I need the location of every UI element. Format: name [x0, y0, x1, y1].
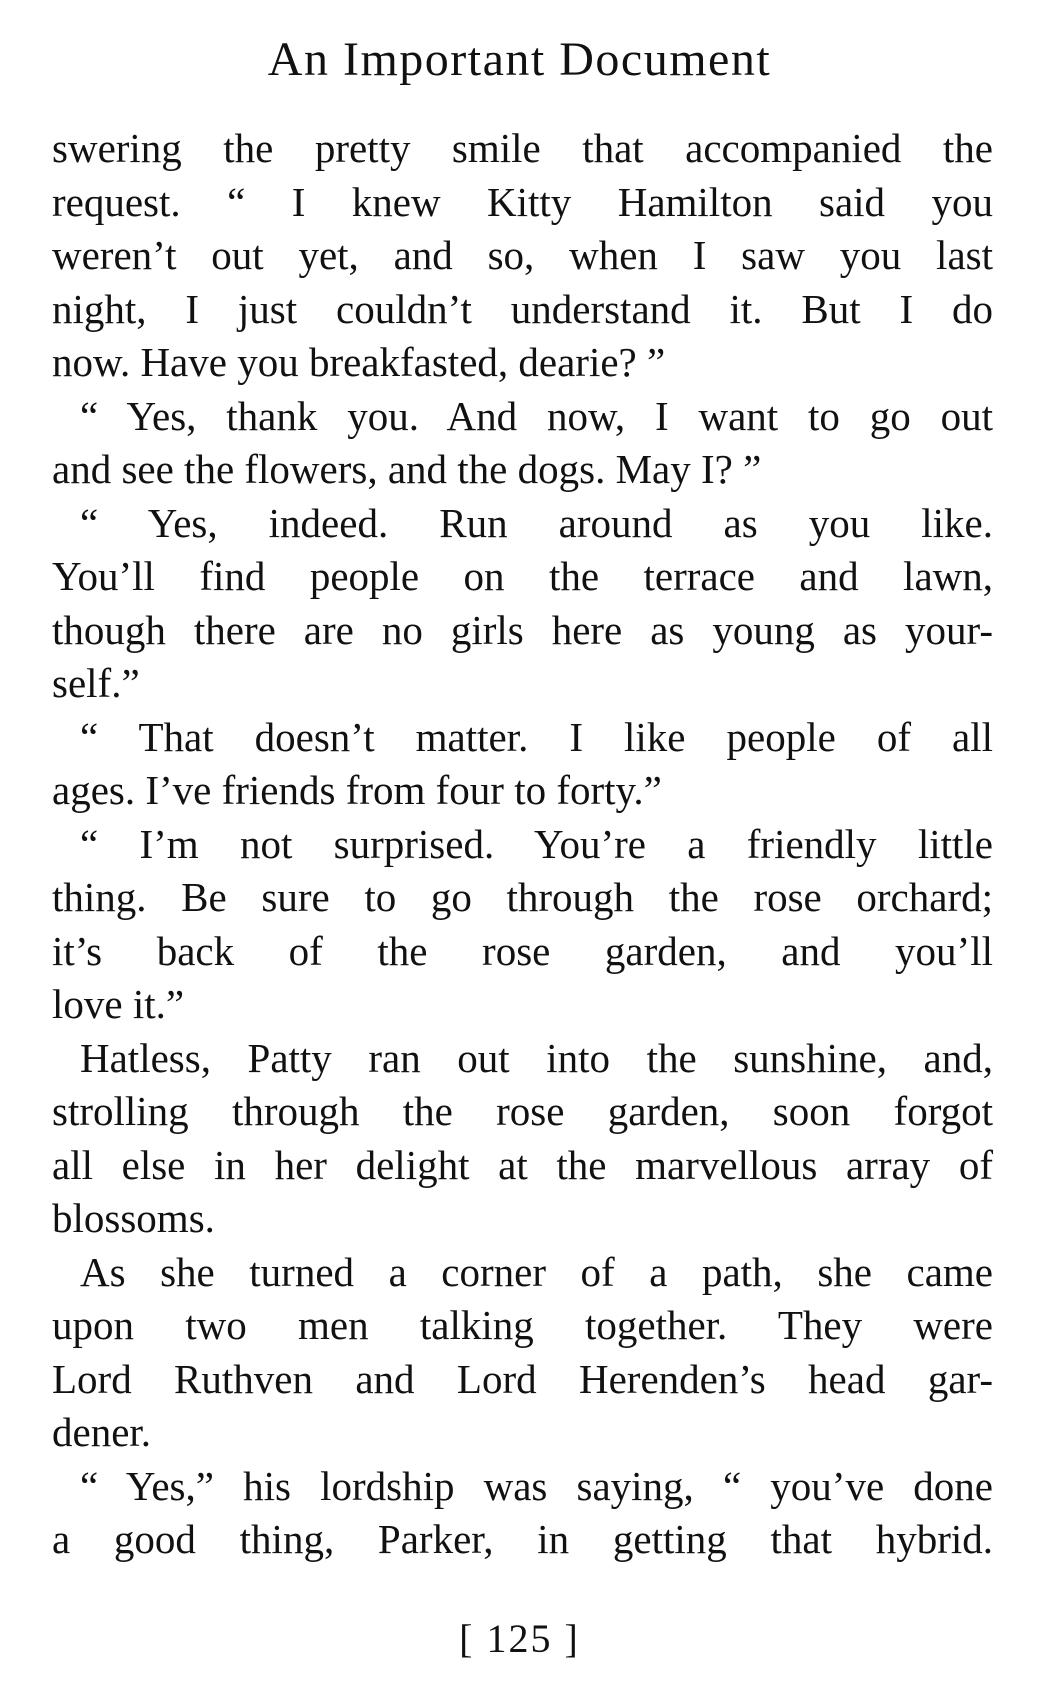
- running-head: An Important Document: [267, 33, 772, 86]
- text-line: “ I’m not surprised. You’re a friendly little: [80, 820, 993, 867]
- text-line: “ Yes,” his lordship was saying, “ you’ve done: [80, 1462, 993, 1509]
- text-line: blossoms.: [52, 1195, 215, 1241]
- body-text: [52, 122, 993, 1567]
- text-line: now. Have you breakfasted, dearie? ”: [52, 339, 666, 385]
- text-line: “ That doesn’t matter. I like people of all: [80, 713, 993, 760]
- text-line: ages. I’ve friends from four to forty.”: [52, 767, 662, 813]
- text-line: swering the pretty smile that accompanied the: [52, 125, 993, 171]
- text-line: request. “ I knew Kitty Hamilton said you: [52, 178, 993, 225]
- text-line: “ Yes, indeed. Run around as you like.: [80, 499, 993, 546]
- text-line: night, I just couldn’t understand it. But I do: [52, 285, 993, 332]
- text-line: self.”: [52, 660, 140, 706]
- text-line: You’ll find people on the terrace and lawn,: [52, 553, 993, 599]
- text-line: though there are no girls here as young as your-: [52, 606, 993, 653]
- text-line: strolling through the rose garden, soon forgot: [52, 1088, 993, 1134]
- text-line: upon two men talking together. They were: [52, 1302, 993, 1348]
- text-line: As she turned a corner of a path, she came: [80, 1248, 993, 1295]
- text-line: all else in her delight at the marvellous array of: [52, 1141, 993, 1188]
- text-line: love it.”: [52, 981, 185, 1027]
- text-line: weren’t out yet, and so, when I saw you last: [52, 232, 993, 278]
- text-line: a good thing, Parker, in getting that hybrid.: [52, 1516, 993, 1562]
- text-line: thing. Be sure to go through the rose orchard;: [52, 874, 993, 920]
- page-number: [ 125 ]: [459, 1616, 580, 1661]
- text-line: dener.: [52, 1409, 152, 1455]
- text-line: it’s back of the rose garden, and you’ll: [52, 927, 993, 974]
- text-line: “ Yes, thank you. And now, I want to go out: [80, 392, 993, 439]
- text-line: Hatless, Patty ran out into the sunshine, and,: [80, 1034, 993, 1081]
- text-line: Lord Ruthven and Lord Herenden’s head gar-: [52, 1355, 993, 1402]
- text-line: and see the flowers, and the dogs. May I? ”: [52, 446, 762, 492]
